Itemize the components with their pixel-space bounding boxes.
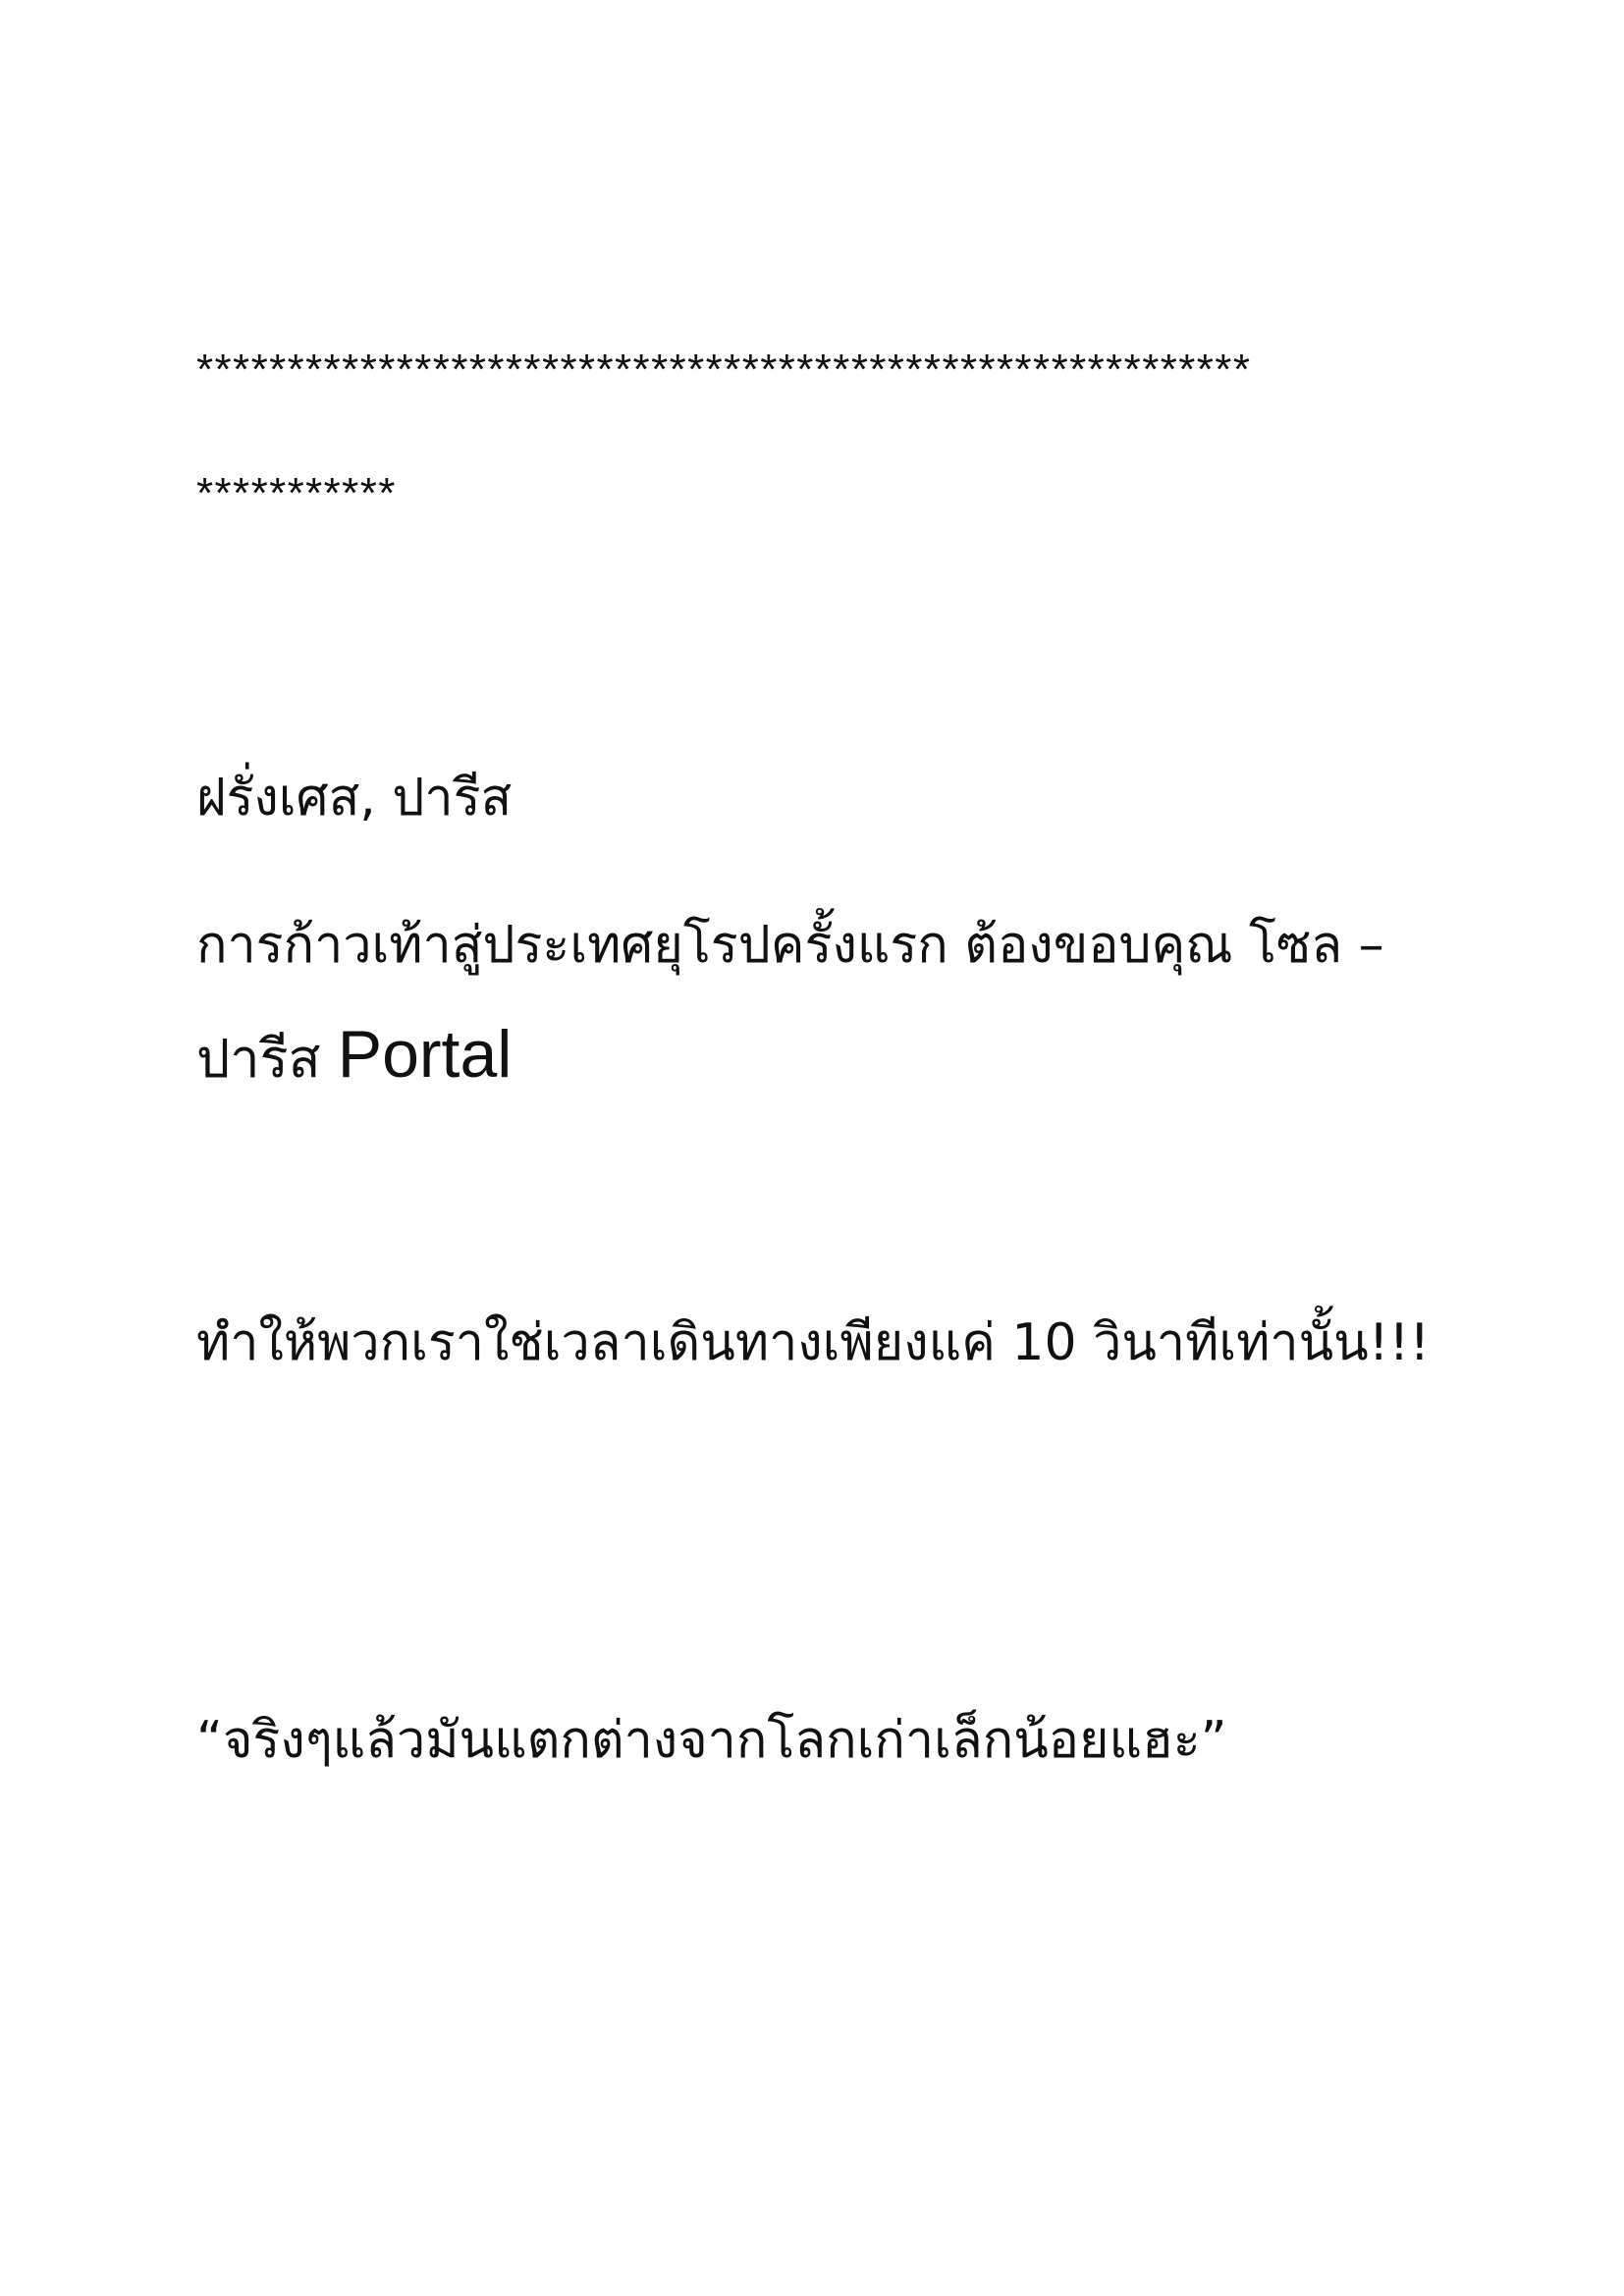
- location-text: ฝรั่งเศส, ปารีส: [196, 769, 513, 828]
- separator-stars-line-2: ***********: [196, 469, 397, 517]
- heading-line-2-thai: ปารีส: [196, 1028, 338, 1090]
- quote-text: “จริงๆแล้วมันแตกต่างจากโลกเก่าเล็กน้อยแฮะ”: [196, 1711, 1227, 1770]
- heading-line-1: การก้าวเท้าสู่ประเทศยุโรปครั้งแรก ต้องขอบคุณ โซล –: [196, 916, 1384, 975]
- separator-stars-line-1: **********************************************************: [196, 346, 1252, 394]
- body-text: ทำให้พวกเราใช่เวลาเดินทางเพียงแค่ 10 วินาทีเท่านั้น!!!: [196, 1313, 1431, 1372]
- heading-line-2: [196, 1016, 512, 1100]
- heading-line-2-portal: Portal: [337, 1017, 513, 1092]
